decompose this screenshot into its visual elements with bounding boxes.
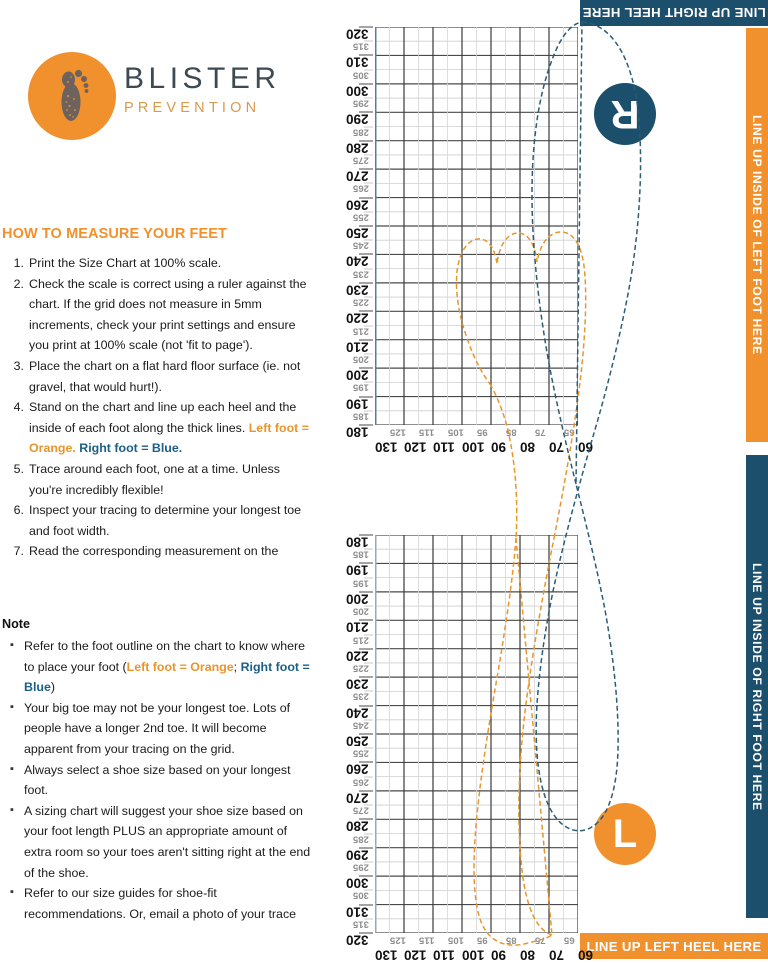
list-item xyxy=(2,356,314,397)
y-axis-tick-mark xyxy=(359,563,373,564)
y-axis-tick: 240 xyxy=(346,705,369,721)
step-number: 5. xyxy=(13,461,24,476)
left-foot-side-label: LINE UP INSIDE OF LEFT FOOT HERE xyxy=(750,115,764,355)
instruction-steps xyxy=(2,253,314,562)
x-axis-tick: 60 xyxy=(578,947,594,963)
y-axis-minor-tick-mark xyxy=(364,861,373,862)
step-text: Place the chart on a flat hard floor surface (ie. not gravel, that would hurt!). xyxy=(29,358,301,394)
y-axis-tick: 300 xyxy=(346,83,369,99)
y-axis-minor-tick-mark xyxy=(364,183,373,184)
y-axis-tick-mark xyxy=(359,83,373,84)
y-axis-minor-tick-mark xyxy=(364,154,373,155)
note-text: Refer to our size guides for shoe-fit recommendations. Or, email a photo of your trace xyxy=(24,886,297,921)
y-axis-tick: 270 xyxy=(346,168,369,184)
y-axis-minor-tick-mark xyxy=(364,890,373,891)
brand-tagline: PREVENTION xyxy=(124,100,261,116)
y-axis-minor-tick: 235 xyxy=(353,268,369,280)
logo-wordmark xyxy=(124,64,281,116)
brand-name: BLISTER xyxy=(124,62,281,95)
x-axis-minor-tick: 85 xyxy=(505,426,517,438)
y-axis-tick: 280 xyxy=(346,818,369,834)
list-item xyxy=(2,883,316,924)
right-foot-legend: Right foot = Blue xyxy=(24,659,310,695)
x-axis-minor-tick: 105 xyxy=(447,426,464,438)
y-axis-tick: 180 xyxy=(346,424,369,440)
y-axis-minor-tick-mark xyxy=(364,719,373,720)
y-axis-minor-tick-mark xyxy=(364,41,373,42)
y-axis-tick: 260 xyxy=(346,197,369,213)
step-number: 4. xyxy=(13,400,24,415)
y-axis-minor-tick: 245 xyxy=(353,239,369,251)
note-tail: ) xyxy=(50,680,55,695)
y-axis-minor-tick-mark xyxy=(364,268,373,269)
y-axis-tick: 230 xyxy=(346,282,369,298)
y-axis-tick-mark xyxy=(359,169,373,170)
y-axis-minor-tick: 195 xyxy=(353,577,369,589)
y-axis-tick-mark xyxy=(359,790,373,791)
y-axis-tick-mark xyxy=(359,254,373,255)
right-foot-side-label: LINE UP INSIDE OF RIGHT FOOT HERE xyxy=(750,562,764,811)
y-axis-minor-tick-mark xyxy=(364,211,373,212)
bullet-icon: ▪ xyxy=(10,762,14,775)
y-axis-tick: 320 xyxy=(346,932,369,948)
y-axis-tick-mark xyxy=(359,226,373,227)
y-axis-minor-tick: 205 xyxy=(353,353,369,365)
x-axis-tick: 120 xyxy=(404,947,427,963)
x-axis-tick: 70 xyxy=(549,947,565,963)
y-axis-minor-tick: 285 xyxy=(353,126,369,137)
step-number: 1. xyxy=(13,256,24,270)
list-item xyxy=(2,274,314,356)
y-axis-minor-tick: 225 xyxy=(353,296,369,308)
y-axis-minor-tick: 255 xyxy=(353,747,369,759)
y-axis-tick: 270 xyxy=(346,790,369,806)
bullet-icon: ▪ xyxy=(10,639,14,651)
y-axis-minor-tick: 315 xyxy=(353,918,369,930)
y-axis-tick-mark xyxy=(359,311,373,312)
y-axis-minor-tick: 245 xyxy=(353,719,369,731)
x-axis-tick: 110 xyxy=(433,947,455,963)
y-axis-tick: 320 xyxy=(346,26,369,42)
size-chart xyxy=(320,0,768,963)
y-axis-tick-mark xyxy=(359,368,373,369)
note-text: Always select a shoe size based on your longest foot. xyxy=(24,762,291,798)
y-axis-minor-tick-mark xyxy=(364,353,373,354)
left-foot-panel xyxy=(320,535,768,961)
left-heel-banner-label: LINE UP LEFT HEEL HERE xyxy=(586,938,762,954)
brand-logo xyxy=(10,50,310,142)
y-axis-minor-tick: 305 xyxy=(353,69,369,81)
x-axis-minor-tick: 65 xyxy=(563,426,575,438)
x-axis-minor-tick: 115 xyxy=(418,934,434,946)
x-axis xyxy=(375,934,594,963)
left-foot-legend: Left foot = Orange xyxy=(126,659,234,674)
y-axis-tick-mark xyxy=(359,27,373,28)
x-axis-tick: 100 xyxy=(462,947,485,963)
y-axis-tick-mark xyxy=(359,396,373,397)
y-axis-tick-mark xyxy=(359,535,373,536)
y-axis-minor-tick-mark xyxy=(364,634,373,635)
y-axis-tick: 250 xyxy=(346,733,369,749)
note-sep: ; xyxy=(233,659,241,674)
grid-lines xyxy=(375,535,578,933)
x-axis-tick: 90 xyxy=(491,947,507,963)
note-text: A sizing chart will suggest your shoe size based on your foot length PLUS an appropriate amount of extra room so your toes aren't sitting right at the end of the shoe. xyxy=(24,803,311,880)
y-axis-minor-tick-mark xyxy=(364,748,373,749)
y-axis-tick: 200 xyxy=(346,367,369,383)
step-text: Print the Size Chart at 100% scale. xyxy=(29,256,222,270)
step-number: 2. xyxy=(13,276,24,291)
y-axis-tick: 220 xyxy=(346,648,369,664)
x-axis-minor-tick: 105 xyxy=(447,934,464,946)
y-axis-tick: 190 xyxy=(346,396,369,412)
y-axis-tick: 250 xyxy=(346,225,369,241)
list-item xyxy=(2,636,316,698)
x-axis-tick: 60 xyxy=(578,439,594,455)
y-axis-minor-tick-mark xyxy=(364,691,373,692)
y-axis-tick: 210 xyxy=(346,619,369,635)
y-axis-minor-tick: 215 xyxy=(353,634,369,645)
y-axis-minor-tick-mark xyxy=(364,382,373,383)
y-axis-tick: 210 xyxy=(346,339,369,355)
bullet-icon: ▪ xyxy=(10,886,14,899)
y-axis-minor-tick: 315 xyxy=(353,40,369,52)
right-foot-marker-label: R xyxy=(610,92,640,137)
y-axis-minor-tick: 285 xyxy=(353,833,369,844)
footprint-icon xyxy=(56,66,90,126)
y-axis-tick-mark xyxy=(359,620,373,621)
x-axis-tick: 80 xyxy=(520,947,536,963)
y-axis-tick: 310 xyxy=(346,904,369,920)
list-item xyxy=(2,459,314,500)
y-axis-minor-tick: 215 xyxy=(353,325,369,336)
y-axis-tick-mark xyxy=(359,55,373,56)
note-list xyxy=(2,636,316,924)
y-axis-minor-tick: 235 xyxy=(353,690,369,702)
x-axis-tick: 100 xyxy=(462,439,485,455)
y-axis xyxy=(320,534,373,948)
right-foot-panel xyxy=(320,27,768,453)
y-axis-minor-tick: 305 xyxy=(353,889,369,901)
y-axis-minor-tick: 185 xyxy=(353,548,369,560)
y-axis-tick: 290 xyxy=(346,111,369,127)
y-axis-minor-tick-mark xyxy=(364,69,373,70)
y-axis-tick: 180 xyxy=(346,534,369,550)
step-number: 3. xyxy=(13,358,24,373)
y-axis-tick-mark xyxy=(359,677,373,678)
x-axis-minor-tick: 75 xyxy=(534,934,546,946)
right-heel-banner-label: LINE UP RIGHT HEEL HERE xyxy=(582,5,766,21)
y-axis-tick: 290 xyxy=(346,847,369,863)
y-axis-minor-tick-mark xyxy=(364,98,373,99)
y-axis-minor-tick: 255 xyxy=(353,211,369,223)
list-item xyxy=(2,698,316,760)
y-axis-minor-tick-mark xyxy=(364,126,373,127)
right-foot-legend: Right foot = Blue. xyxy=(79,441,183,456)
y-axis-tick-mark xyxy=(359,705,373,706)
list-item xyxy=(2,541,314,562)
y-axis-tick-mark xyxy=(359,140,373,141)
y-axis-minor-tick-mark xyxy=(364,549,373,550)
list-item xyxy=(2,397,314,459)
y-axis-minor-tick: 205 xyxy=(353,605,369,617)
y-axis-tick: 300 xyxy=(346,875,369,891)
y-axis-minor-tick-mark xyxy=(364,805,373,806)
y-axis-tick: 190 xyxy=(346,562,369,578)
y-axis-minor-tick: 265 xyxy=(353,776,369,788)
y-axis-tick: 230 xyxy=(346,676,369,692)
y-axis-minor-tick: 295 xyxy=(353,861,369,873)
x-axis-tick: 90 xyxy=(491,439,507,455)
y-axis-tick-mark xyxy=(359,591,373,592)
right-foot-marker xyxy=(594,83,656,145)
x-axis-minor-tick: 125 xyxy=(389,934,406,946)
left-foot-marker xyxy=(594,803,656,865)
step-text: Read the corresponding measurement on the xyxy=(29,544,279,559)
y-axis-minor-tick-mark xyxy=(364,325,373,326)
note-text: Refer to the foot outline on the chart to know where to place your foot ( xyxy=(24,639,306,674)
instructions-panel xyxy=(0,0,320,959)
bullet-icon: ▪ xyxy=(10,803,14,816)
y-axis-tick-mark xyxy=(359,847,373,848)
list-item xyxy=(2,253,314,274)
y-axis-tick: 200 xyxy=(346,591,369,607)
x-axis-minor-tick: 75 xyxy=(534,426,546,438)
y-axis-minor-tick-mark xyxy=(364,297,373,298)
x-axis-tick: 70 xyxy=(549,439,565,455)
list-item xyxy=(2,801,316,883)
y-axis-minor-tick-mark xyxy=(364,918,373,919)
y-axis-minor-tick: 185 xyxy=(353,410,369,422)
x-axis-minor-tick: 115 xyxy=(418,426,434,438)
note-title: Note xyxy=(2,617,30,631)
step-number: 6. xyxy=(13,503,24,518)
y-axis-minor-tick: 275 xyxy=(353,154,369,166)
bullet-icon: ▪ xyxy=(10,700,14,713)
y-axis-minor-tick: 225 xyxy=(353,662,369,674)
x-axis-minor-tick: 85 xyxy=(505,934,517,946)
x-axis-tick: 110 xyxy=(433,439,455,455)
y-axis-minor-tick: 265 xyxy=(353,182,369,194)
x-axis-minor-tick: 65 xyxy=(563,934,575,946)
y-axis-minor-tick: 295 xyxy=(353,97,369,109)
y-axis-tick-mark xyxy=(359,112,373,113)
y-axis-tick-mark xyxy=(359,904,373,905)
list-item xyxy=(2,500,314,541)
y-axis-tick: 310 xyxy=(346,54,369,70)
y-axis-tick-mark xyxy=(359,819,373,820)
y-axis-tick: 280 xyxy=(346,140,369,156)
x-axis xyxy=(375,426,594,455)
x-axis-tick: 80 xyxy=(520,439,536,455)
y-axis-minor-tick: 195 xyxy=(353,381,369,393)
y-axis-tick-mark xyxy=(359,876,373,877)
y-axis-tick-mark xyxy=(359,339,373,340)
y-axis-tick-mark xyxy=(359,425,373,426)
y-axis-tick-mark xyxy=(359,762,373,763)
right-heel-banner xyxy=(580,0,768,26)
x-axis-tick: 130 xyxy=(375,439,398,455)
y-axis-tick-mark xyxy=(359,197,373,198)
y-axis-tick-mark xyxy=(359,648,373,649)
step-text: Stand on the chart and line up each heel and the inside of each foot along the thick lines. xyxy=(29,400,297,435)
y-axis-tick: 260 xyxy=(346,761,369,777)
y-axis-tick-mark xyxy=(359,933,373,934)
step-text: Trace around each foot, one at a time. Unless you're incredibly flexible! xyxy=(29,461,280,497)
y-axis-minor-tick-mark xyxy=(364,577,373,578)
step-number: 7. xyxy=(13,544,24,559)
y-axis-minor-tick: 275 xyxy=(353,804,369,816)
step-text: Check the scale is correct using a ruler against the chart. If the grid does not measure in 5mm increments, check your print settings and ensure you print at 100% scale (not 'fit to page'). xyxy=(29,276,307,353)
y-axis-minor-tick-mark xyxy=(364,240,373,241)
y-axis-tick: 240 xyxy=(346,253,369,269)
y-axis xyxy=(320,26,373,440)
grid-lines xyxy=(375,27,578,425)
howto-title: HOW TO MEASURE YOUR FEET xyxy=(2,226,228,242)
x-axis-tick: 120 xyxy=(404,439,427,455)
y-axis-tick-mark xyxy=(359,282,373,283)
step-text: Inspect your tracing to determine your longest toe and foot width. xyxy=(29,503,302,538)
y-axis-minor-tick-mark xyxy=(364,776,373,777)
y-axis-tick: 220 xyxy=(346,310,369,326)
x-axis-minor-tick: 125 xyxy=(389,426,406,438)
left-foot-marker-label: L xyxy=(612,811,638,856)
y-axis-minor-tick-mark xyxy=(364,410,373,411)
y-axis-minor-tick-mark xyxy=(364,606,373,607)
x-axis-tick: 130 xyxy=(375,947,398,963)
note-text: Your big toe may not be your longest toe. Lots of people have a longer 2nd toe. It will become apparent from your tracing on the grid. xyxy=(24,700,291,756)
y-axis-minor-tick-mark xyxy=(364,833,373,834)
x-axis-minor-tick: 95 xyxy=(476,934,488,946)
y-axis-minor-tick-mark xyxy=(364,662,373,663)
y-axis-tick-mark xyxy=(359,734,373,735)
left-foot-legend: Left foot = Orange. xyxy=(29,420,309,456)
list-item xyxy=(2,760,316,801)
x-axis-minor-tick: 95 xyxy=(476,426,488,438)
